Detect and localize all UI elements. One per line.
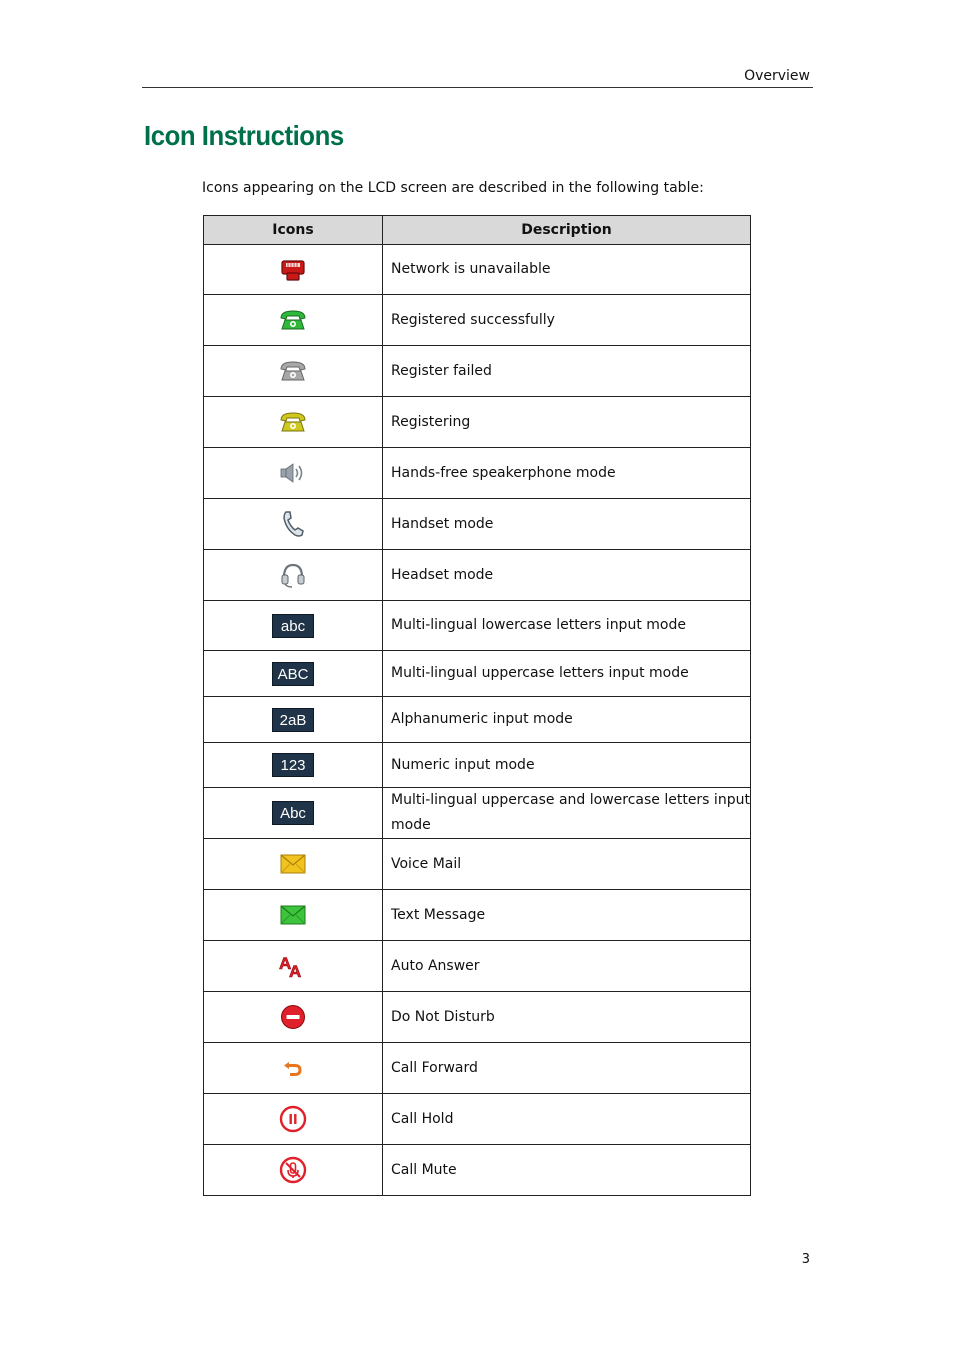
- row-description: Do Not Disturb: [383, 992, 751, 1043]
- row-description: Auto Answer: [383, 941, 751, 992]
- table-row: [204, 346, 751, 397]
- auto-answer-icon: [278, 953, 308, 979]
- header-rule: [142, 87, 813, 88]
- table-row: [204, 601, 751, 651]
- table-row: [204, 839, 751, 890]
- intro-paragraph: Icons appearing on the LCD screen are described in the following table:: [202, 180, 704, 196]
- row-description: Multi-lingual uppercase and lowercase letters input mode: [383, 788, 751, 839]
- column-header-icons: Icons: [204, 216, 383, 245]
- row-description: Registered successfully: [383, 295, 751, 346]
- network-unavailable-icon: [280, 258, 306, 282]
- table-row: [204, 397, 751, 448]
- register-failed-phone-icon: [279, 360, 307, 382]
- running-header: Overview: [744, 68, 810, 84]
- page-number: 3: [801, 1252, 810, 1267]
- handset-icon: [281, 510, 305, 538]
- row-description: Call Hold: [383, 1094, 751, 1145]
- row-description: Multi-lingual uppercase letters input mode: [383, 651, 751, 697]
- row-description: Call Mute: [383, 1145, 751, 1196]
- alphanumeric-input-icon: 2aB: [272, 708, 314, 732]
- mixed-case-input-icon: Abc: [272, 801, 314, 825]
- table-row: [204, 1145, 751, 1196]
- numeric-input-icon: 123: [272, 753, 314, 777]
- table-row: [204, 788, 751, 839]
- column-header-description: Description: [383, 216, 751, 245]
- speakerphone-icon: [279, 462, 307, 484]
- registered-phone-icon: [279, 309, 307, 331]
- call-mute-icon: [279, 1156, 307, 1184]
- row-description: Handset mode: [383, 499, 751, 550]
- table-row: [204, 448, 751, 499]
- table-row: [204, 890, 751, 941]
- row-description: Text Message: [383, 890, 751, 941]
- row-description: Registering: [383, 397, 751, 448]
- do-not-disturb-icon: [280, 1004, 306, 1030]
- table-row: [204, 1043, 751, 1094]
- text-message-icon: [279, 904, 307, 926]
- row-description: Multi-lingual lowercase letters input mode: [383, 601, 751, 651]
- row-description: Network is unavailable: [383, 245, 751, 295]
- row-description: Register failed: [383, 346, 751, 397]
- headset-icon: [280, 561, 306, 589]
- table-row: [204, 743, 751, 788]
- table-header-row: [204, 216, 751, 245]
- row-description: Hands-free speakerphone mode: [383, 448, 751, 499]
- lowercase-input-icon: abc: [272, 614, 314, 638]
- table-row: [204, 295, 751, 346]
- registering-phone-icon: [279, 411, 307, 433]
- row-description: Alphanumeric input mode: [383, 697, 751, 743]
- svg-text:A: A: [279, 954, 292, 973]
- table-row: [204, 941, 751, 992]
- row-description: Headset mode: [383, 550, 751, 601]
- voice-mail-icon: [279, 853, 307, 875]
- uppercase-input-icon: ABC: [272, 662, 314, 686]
- row-description: Voice Mail: [383, 839, 751, 890]
- table-row: [204, 697, 751, 743]
- table-row: [204, 245, 751, 295]
- table-row: [204, 1094, 751, 1145]
- row-description: Call Forward: [383, 1043, 751, 1094]
- table-row: [204, 499, 751, 550]
- icon-table: [203, 215, 751, 1196]
- page-title: Icon Instructions: [144, 120, 344, 151]
- svg-text:A: A: [289, 962, 302, 979]
- table-row: [204, 651, 751, 697]
- table-row: [204, 550, 751, 601]
- row-description: Numeric input mode: [383, 743, 751, 788]
- call-hold-icon: [279, 1105, 307, 1133]
- call-forward-icon: [282, 1058, 304, 1078]
- table-row: [204, 992, 751, 1043]
